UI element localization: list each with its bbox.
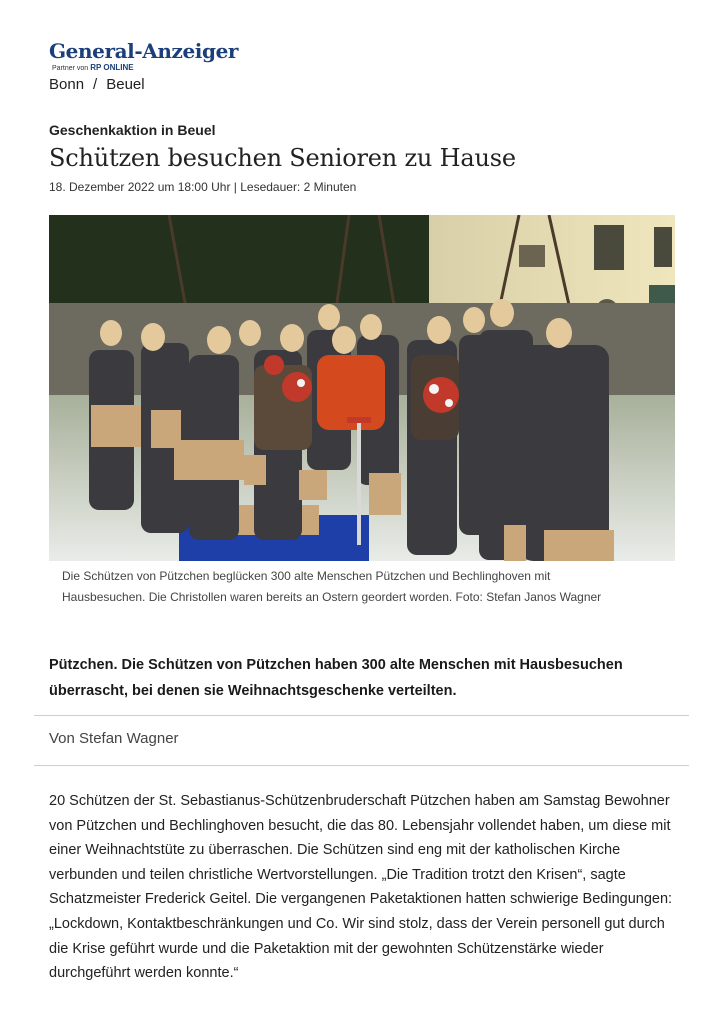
breadcrumb: [49, 76, 145, 93]
divider-top: [34, 715, 689, 716]
article-lead: [49, 652, 669, 704]
article-body-paragraph: 20 Schützen der St. Sebastianus-Schützenbruderschaft Pützchen haben am Samstag Bewohner von Pützchen und Bechlinghoven besucht, die das 80. Lebensjahr vollendet haben, um diese mit einer Weihnachtstüte zu überraschen. Die Schützen sind eng mit der katholischen Kirche verbunden und teilen christliche Wertvorstellungen. „Die Tradition trotzt den Krisen“, sagte Schatzmeister Frederick Geitel. Die vergangenen Paketaktionen hatten schwierige Bedingungen: „Lockdown, Kontaktbeschränkungen und Co. Wir sind stolz, dass der Verein personell gut durch die Krise geführt wurde und die Paketaktion mit der gewohnten Schützenstärke wieder durchgeführt werden konnte.“: [49, 793, 673, 982]
divider-bottom: [34, 765, 689, 766]
article-title: Schützen besuchen Senioren zu Hause: [49, 144, 516, 172]
breadcrumb-link-beuel[interactable]: Beuel: [106, 76, 145, 93]
brand-logo[interactable]: [49, 39, 238, 73]
partner-name: RP ONLINE: [90, 63, 134, 72]
article-kicker: Geschenkaktion in Beuel: [49, 122, 216, 138]
breadcrumb-link-bonn[interactable]: Bonn: [49, 76, 85, 93]
brand-name: General-Anzeiger: [49, 39, 239, 63]
article-photo: [49, 215, 675, 561]
partner-line: [52, 63, 238, 73]
article-author: Von Stefan Wagner: [49, 730, 179, 747]
photo-caption: Die Schützen von Pützchen beglücken 300 alte Menschen Pützchen und Bechlinghoven mit Hausbesuchen. Die Christollen waren bereits an Ostern geordert worden. Foto: Stefan Janos Wagner: [62, 569, 602, 604]
article-meta: 18. Dezember 2022 um 18:00 Uhr | Lesedauer: 2 Minuten: [49, 180, 357, 194]
partner-prefix: Partner von: [52, 65, 89, 72]
lead-place: Pützchen.: [49, 657, 118, 673]
lead-text: Die Schützen von Pützchen haben 300 alte Menschen mit Hausbesuchen überrascht, bei denen sie Weihnachtsgeschenke verteilten.: [49, 657, 623, 699]
breadcrumb-separator: /: [93, 76, 98, 93]
